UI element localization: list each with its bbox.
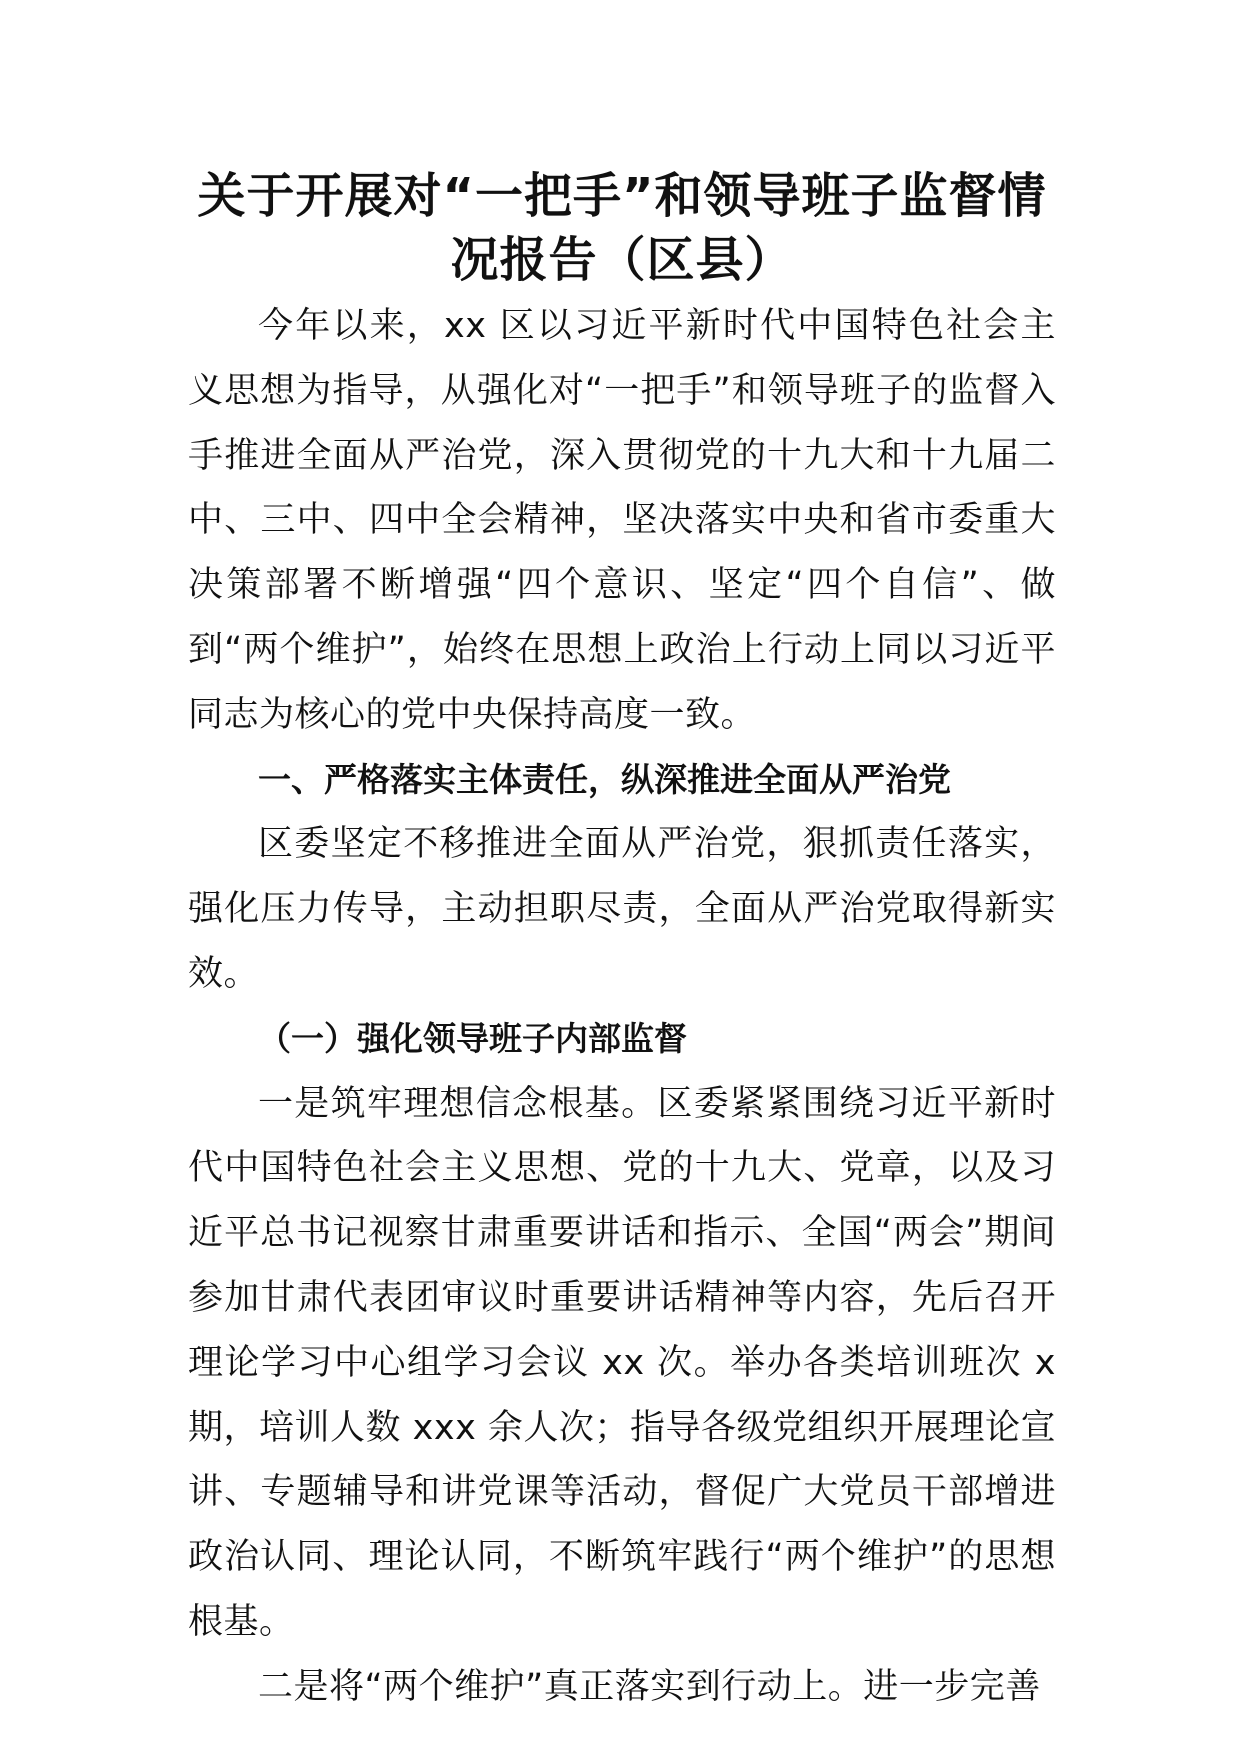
subsection-1-paragraph-2: 二是将“两个维护”真正落实到行动上。进一步完善	[258, 1666, 1041, 1707]
subsection-heading-1: （一）强化领导班子内部监督	[258, 1018, 687, 1058]
section-heading-1: 一、严格落实主体责任，纵深推进全面从严治党	[258, 759, 951, 799]
title-line-1: 关于开展对“一把手”和领导班子监督情	[197, 168, 1047, 224]
document-body	[188, 294, 1056, 1720]
section-1-paragraph: 区委坚定不移推进全面从严治党，狠抓责任落实，强化压力传导，主动担职尽责，全面从严治党取得新实效。	[188, 824, 1056, 994]
document-title	[188, 164, 1056, 292]
title-line-2: 况报告（区县）	[450, 232, 794, 288]
intro-paragraph: 今年以来，xx 区以习近平新时代中国特色社会主义思想为指导，从强化对“一把手”和领导班子的监督入手推进全面从严治党，深入贯彻党的十九大和十九届二中、三中、四中全会精神，坚决落实中央和省市委重大决策部署不断增强“四个意识、坚定“四个自信”、做到“两个维护”，始终在思想上政治上行动上同以习近平同志为核心的党中央保持高度一致。	[188, 306, 1056, 735]
subsection-1-paragraph-1: 一是筑牢理想信念根基。区委紧紧围绕习近平新时代中国特色社会主义思想、党的十九大、党章，以及习近平总书记视察甘肃重要讲话和指示、全国“两会”期间参加甘肃代表团审议时重要讲话精神等内容，先后召开理论学习中心组学习会议 xx 次。举办各类培训班次 x 期，培训人数 xxx 余人次；指导各级党组织开展理论宣讲、专题辅导和讲党课等活动，督促广大党员干部增进政治认同、理论认同，不断筑牢践行“两个维护”的思想根基。	[188, 1083, 1056, 1642]
